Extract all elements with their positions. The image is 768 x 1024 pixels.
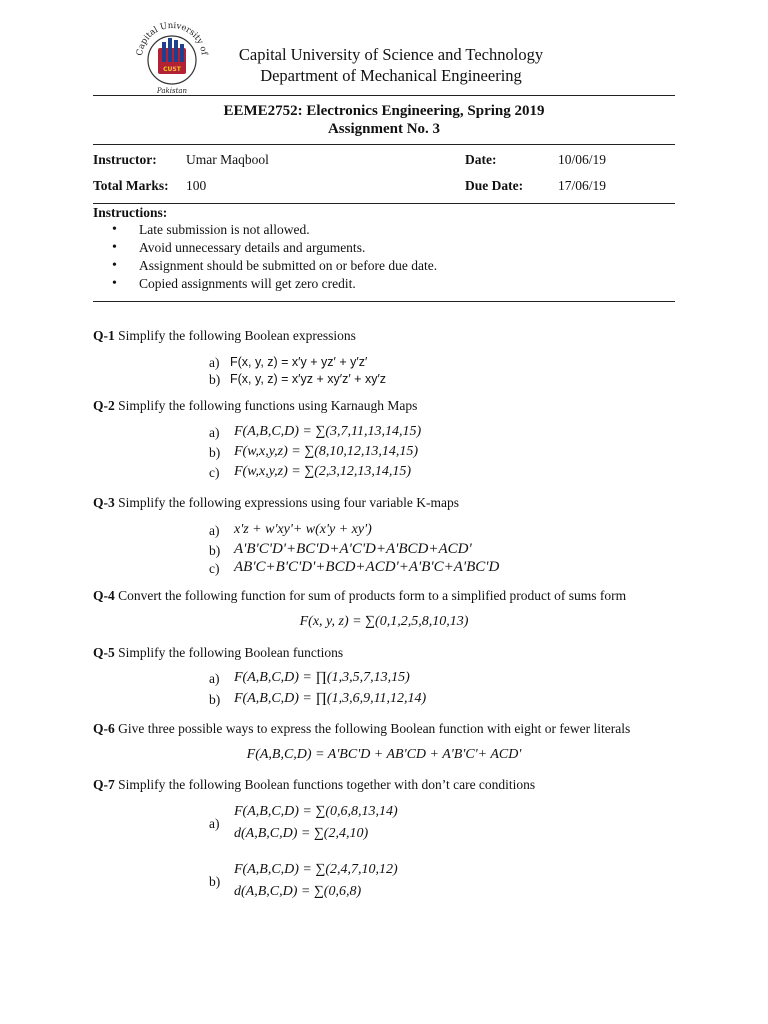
q1-part-a-expr: F(x, y, z) = x′y + yz′ + y′z′: [230, 355, 368, 369]
due-date-value: 17/06/19: [558, 178, 607, 193]
date-value: 10/06/19: [558, 152, 607, 167]
q2-part-c-label: c): [209, 465, 220, 480]
q4-expr: F(x, y, z) = ∑(0,1,2,5,8,10,13): [299, 614, 469, 629]
university-name: Capital University of Science and Technology: [238, 45, 544, 64]
q3-part-c-label: c): [209, 561, 220, 576]
instructions-divider: [93, 301, 675, 302]
q5-part-a-label: a): [209, 671, 220, 686]
question-7: Q-7 Simplify the following Boolean functions together with don’t care conditions: [93, 777, 536, 792]
university-header: [226, 44, 556, 86]
q7-part-a-dontcare: d(A,B,C,D) = ∑(2,4,10): [234, 826, 369, 841]
q5-part-a-expr: F(A,B,C,D) = ∏(1,3,5,7,13,15): [234, 670, 410, 685]
q5-part-b-expr: F(A,B,C,D) = ∏(1,3,6,9,11,12,14): [234, 691, 427, 706]
due-date-label: Due Date:: [465, 178, 524, 193]
instructor-value: Umar Maqbool: [186, 152, 269, 167]
q3-part-b-label: b): [209, 543, 221, 558]
q7-part-b-dontcare: d(A,B,C,D) = ∑(0,6,8): [234, 884, 362, 899]
q3-part-a-label: a): [209, 523, 220, 538]
q7-part-a-function: F(A,B,C,D) = ∑(0,6,8,13,14): [234, 804, 398, 819]
header-divider: [93, 95, 675, 96]
instruction-item: • Copied assignments will get zero credit.: [112, 275, 437, 293]
course-title: EEME2752: Electronics Engineering, Spring 2019: [223, 103, 545, 119]
q2-part-a-label: a): [209, 425, 220, 440]
q2-part-c-expr: F(w,x,y,z) = ∑(2,3,12,13,14,15): [234, 464, 412, 479]
q3-part-a-expr: x'z + w'xy'+ w(x'y + xy'): [234, 522, 372, 537]
q6-expr: F(A,B,C,D) = A'BC'D + AB'CD + A'B'C'+ ACD': [246, 747, 522, 762]
q7-part-a-label: a): [209, 816, 220, 831]
q2-part-b-label: b): [209, 445, 221, 460]
date-label: Date:: [465, 152, 497, 167]
q7-part-b-label: b): [209, 874, 221, 889]
course-heading: [93, 102, 675, 138]
question-6: Q-6 Give three possible ways to express the following Boolean function with eight or fewer literals: [93, 721, 631, 736]
logo-bottom-text: Pakistan: [156, 87, 188, 94]
total-marks-value: 100: [186, 178, 207, 193]
q1-part-b-label: b): [209, 372, 221, 387]
instruction-item: • Avoid unnecessary details and arguments.: [112, 239, 437, 257]
department-name: Department of Mechanical Engineering: [260, 66, 522, 85]
course-divider: [93, 144, 675, 145]
logo-ring-text: Capital University of: [134, 20, 209, 57]
instructions-title: Instructions:: [93, 205, 168, 220]
question-5: Q-5 Simplify the following Boolean functions: [93, 645, 344, 660]
q3-part-b-expr: A'B'C'D'+BC'D+A'C'D+A'BCD+ACD': [234, 541, 472, 557]
instruction-item: • Late submission is not allowed.: [112, 221, 437, 239]
instructions-list: [112, 221, 437, 293]
instructor-label: Instructor:: [93, 152, 157, 167]
q2-part-a-expr: F(A,B,C,D) = ∑(3,7,11,13,14,15): [234, 424, 422, 439]
info-divider: [93, 203, 675, 204]
question-1: Q-1 Simplify the following Boolean expressions: [93, 328, 356, 343]
q3-part-c-expr: AB'C+B'C'D'+BCD+ACD'+A'B'C+A'BC'D: [234, 559, 500, 575]
instruction-item: • Assignment should be submitted on or before due date.: [112, 257, 437, 275]
q7-part-b-function: F(A,B,C,D) = ∑(2,4,7,10,12): [234, 862, 398, 877]
university-logo: [118, 14, 226, 94]
total-marks-label: Total Marks:: [93, 178, 169, 193]
question-4: Q-4 Convert the following function for sum of products form to a simplified product of sums form: [93, 588, 627, 603]
q1-part-b-expr: F(x, y, z) = x′yz + xy′z′ + xy′z: [230, 372, 387, 386]
assignment-title: Assignment No. 3: [327, 121, 441, 137]
q2-part-b-expr: F(w,x,y,z) = ∑(8,10,12,13,14,15): [234, 444, 419, 459]
question-2: Q-2 Simplify the following functions using Karnaugh Maps: [93, 398, 418, 413]
q1-part-a-label: a): [209, 355, 220, 370]
logo-badge-text: CUST: [163, 66, 181, 73]
question-3: Q-3 Simplify the following expressions using four variable K-maps: [93, 495, 459, 510]
q5-part-b-label: b): [209, 692, 221, 707]
